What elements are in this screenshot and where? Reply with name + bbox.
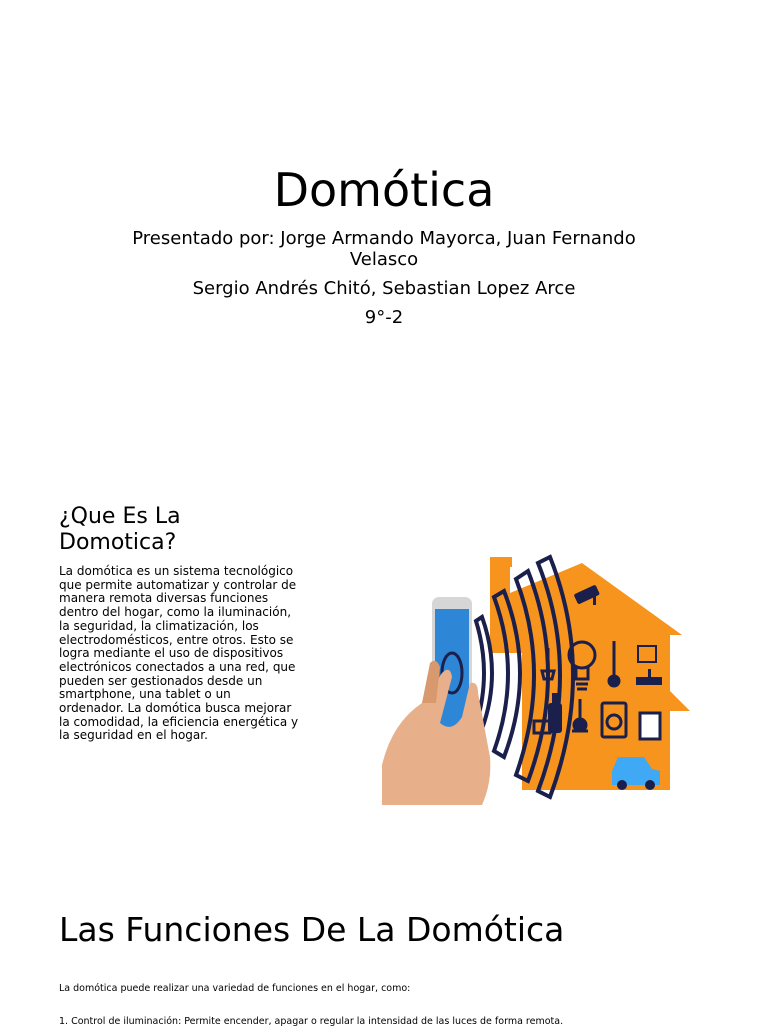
- functions-item-1: 1. Control de iluminación: Permite encender, apagar o regular la intensidad de las luces de forma remota.: [59, 1016, 564, 1027]
- functions-intro: La domótica puede realizar una variedad de funciones en el hogar, como:: [59, 983, 411, 994]
- page-title: Domótica: [273, 163, 495, 217]
- what-is-body: La domótica es un sistema tecnológico que permite automatizar y controlar de manera remota diversas funciones dentro del hogar, como la iluminación, la seguridad, la climatización, los electrodomésticos, entre otros. Esto se logra mediante el uso de dispositivos electrónicos conectados a una red, que pueden ser gestionados desde un smartphone, una tablet o un ordenador. La domótica busca mejorar la comodidad, la eficiencia energética y la seguridad en el hogar.: [59, 564, 299, 743]
- title-slide: [0, 0, 768, 470]
- presenters-line-1: Presentado por: Jorge Armando Mayorca, Juan Fernando Velasco: [132, 228, 636, 270]
- subtitle-block: [100, 228, 668, 336]
- refrigerator-icon: [640, 713, 660, 739]
- group-label: 9°-2: [364, 307, 404, 328]
- presenters-line-2: Sergio Andrés Chitó, Sebastian Lopez Arce: [192, 278, 576, 299]
- functions-section: [0, 870, 768, 1027]
- smart-home-illustration: [382, 553, 692, 805]
- what-is-section: [0, 470, 768, 870]
- hand-icon: [382, 661, 490, 805]
- functions-heading: Las Funciones De La Domótica: [59, 910, 565, 949]
- what-is-heading: ¿Que Es La Domotica?: [59, 504, 181, 555]
